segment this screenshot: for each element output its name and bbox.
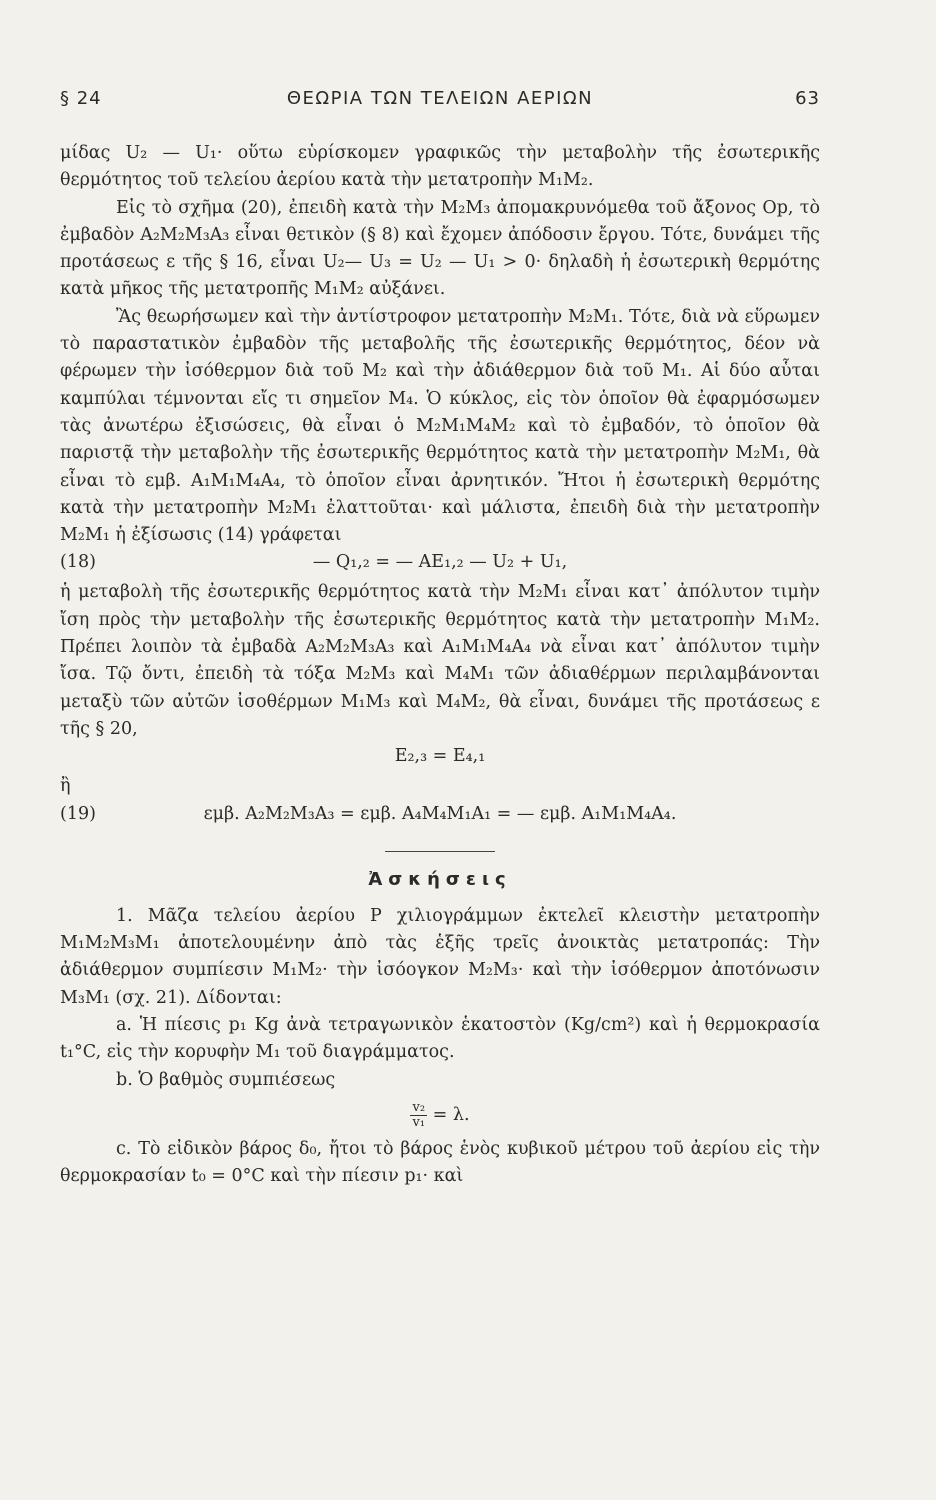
exercise-1-item-c: c. Τὸ εἰδικὸν βάρος δ₀, ἤτοι τὸ βάρος ἑνὸς κυβικοῦ μέτρου τοῦ ἀερίου εἰς τὴν θερμοκρασίαν t₀ = 0°C καὶ τὴν πίεσιν p₁· καὶ — [60, 1138, 820, 1187]
compression-ratio-formula — [60, 1094, 820, 1136]
paragraph-3: Ἂς θεωρήσωμεν καὶ τὴν ἀντίστροφον μετατροπὴν M₂M₁. Τότε, διὰ νὰ εὕρωμεν τὸ παραστατικὸν ἐμβαδὸν τῆς μεταβολῆς τῆς ἐσωτερικῆς θερμότητος, δέον νὰ φέρωμεν τὴν ἰσόθερμον διὰ τοῦ M₂ καὶ τὴν ἀδιάθερμον διὰ τοῦ M₁. Αἱ δύο αὗται καμπύλαι τέμνονται εἴς τι σημεῖον M₄. Ὁ κύκλος, εἰς τὸν ὁποῖον θὰ ἐφαρμόσωμεν τὰς ἀνωτέρω ἐξισώσεις, θὰ εἶναι ὁ M₂M₁M₄M₂ καὶ τὸ ἐμβαδόν, τὸ ὁποῖον θὰ παριστᾷ τὴν μεταβολὴν τῆς ἐσωτερικῆς θερμότητος κατὰ τὴν μετατροπὴν M₂M₁, θὰ εἶναι τὸ εμβ. A₁M₁M₄A₄, τὸ ὁποῖον εἶναι ἀρνητικόν. Ἤτοι ἡ ἐσωτερικὴ θερμότης κατὰ τὴν μετατροπὴν M₂M₁ ἐλαττοῦται· καὶ μάλιστα, ἐπειδὴ διὰ τὴν μετατροπὴν M₂M₁ ἡ ἐξίσωσις (14) γράφεται — [60, 306, 820, 546]
section-divider — [385, 851, 495, 852]
exercise-1: 1. Μᾶζα τελείου ἀερίου P χιλιογράμμων ἐκτελεῖ κλειστὴν μετατροπὴν M₁M₂M₃M₁ ἀποτελουμένην ἀπὸ τὰς ἑξῆς τρεῖς ἀνοικτὰς μετατροπάς: Τὴν ἀδιάθερμον συμπίεσιν M₁M₂· τὴν ἰσόογκον M₂M₃· καὶ τὴν ἰσόθερμον ἀποτόνωσιν M₃M₁ (σχ. 21). Δίδονται: — [60, 905, 820, 1008]
fraction — [410, 1101, 427, 1130]
section-number: § 24 — [60, 88, 102, 109]
exercise-1-item-a: a. Ἡ πίεσις p₁ Kg ἀνὰ τετραγωνικὸν ἑκατοστὸν (Kg/cm²) καὶ ἡ θερμοκρασία t₁°C, εἰς τὴν κορυφὴν M₁ τοῦ διαγράμματος. — [60, 1015, 820, 1063]
paragraph-4: ἡ μεταβολὴ τῆς ἐσωτερικῆς θερμότητος κατὰ τὴν M₂M₁ εἶναι κατ᾽ ἀπόλυτον τιμὴν ἴση πρὸς τὴν μεταβολὴν τῆς ἐσωτερικῆς θερμότητος κατὰ τὴν μετατροπὴν M₁M₂. Πρέπει λοιπὸν τὰ ἐμβαδὰ A₂M₂M₃A₃ καὶ A₁M₁M₄A₄ νὰ εἶναι κατ᾽ ἀπόλυτον τιμὴν ἴσα. Τῷ ὄντι, ἐπειδὴ τὰ τόξα M₂M₃ καὶ M₄M₁ τῶν ἀδιαθέρμων περιλαμβάνονται μεταξὺ τῶν αὐτῶν ἰσοθέρμων M₁M₃ καὶ M₄M₂, θὰ εἶναι, δυνάμει τῆς προτάσεως ε τῆς § 20, — [60, 582, 820, 739]
fraction-rhs: = λ. — [432, 1104, 470, 1125]
paragraph-2: Εἰς τὸ σχῆμα (20), ἐπειδὴ κατὰ τὴν M₂M₃ ἀπομακρυνόμεθα τοῦ ἄξονος Op, τὸ ἐμβαδὸν A₂M₂M₃A₃ εἶναι θετικὸν (§ 8) καὶ ἔχομεν ἀπόδοσιν ἔργου. Τότε, δυνάμει τῆς προτάσεως ε τῆς § 16, εἶναι U₂— U₃ = U₂ — U₁ > 0· δηλαδὴ ἡ ἐσωτερικὴ θερμότης κατὰ μῆκος τῆς μετατροπῆς M₁M₂ αὐξάνει. — [60, 197, 820, 300]
fraction-numerator: v₂ — [412, 1099, 426, 1115]
chapter-title: ΘΕΩΡΙΑ ΤΩΝ ΤΕΛΕΙΩΝ ΑΕΡΙΩΝ — [286, 88, 594, 109]
running-header — [60, 88, 820, 118]
equation-e23 — [60, 743, 820, 773]
exercises-heading: Ἀσκήσεις — [368, 868, 512, 890]
equation-18 — [60, 549, 820, 579]
page-number: 63 — [795, 88, 820, 109]
equation-number: (19) — [60, 803, 96, 824]
equation-number: (18) — [60, 552, 96, 573]
page-body — [60, 140, 820, 1191]
equation-expression: — Q₁,₂ = — AE₁,₂ — U₂ + U₁, — [312, 552, 568, 573]
equation-expression: E₂,₃ = E₄,₁ — [394, 746, 486, 767]
fraction-denominator: v₁ — [412, 1114, 426, 1130]
equation-19 — [60, 801, 820, 831]
paragraph-1: μίδας U₂ — U₁· οὕτω εὑρίσκομεν γραφικῶς τὴν μεταβολὴν τῆς ἐσωτερικῆς θερμότητος τοῦ τελείου ἀερίου κατὰ τὴν μετατροπὴν M₁M₂. — [60, 143, 820, 191]
equation-expression: εμβ. A₂M₂M₃A₃ = εμβ. A₄M₄M₁A₁ = — εμβ. A₁M₁M₄A₄. — [203, 803, 677, 824]
conjunction-eta: ἢ — [60, 776, 71, 797]
exercise-1-item-b: b. Ὁ βαθμὸς συμπιέσεως — [116, 1069, 336, 1090]
